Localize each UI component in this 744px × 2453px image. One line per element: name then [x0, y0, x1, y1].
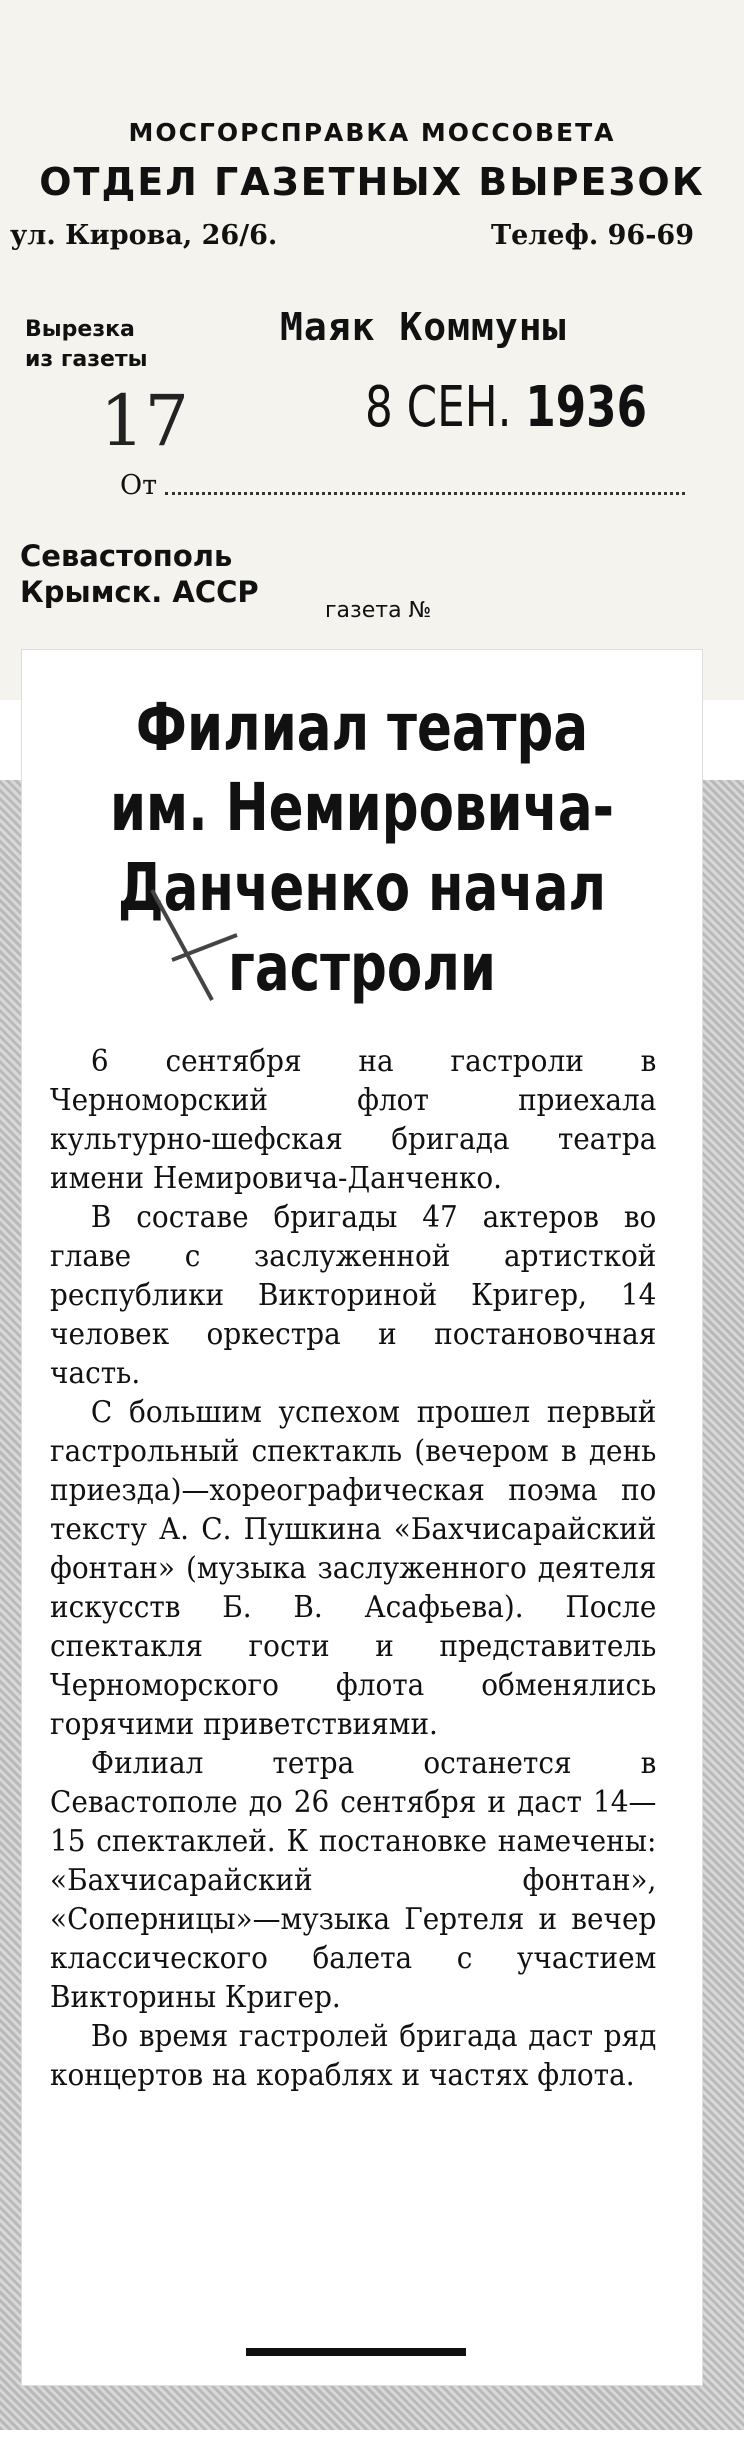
department-name: ОТДЕЛ ГАЗЕТНЫХ ВЫРЕЗОК — [39, 160, 705, 204]
headline-line-3: Данченко начал — [117, 849, 607, 926]
city-name: Севастополь — [20, 539, 233, 573]
headline-line-1: Филиал театра — [135, 689, 589, 766]
pencil-check-mark — [142, 880, 242, 1020]
handwritten-number: 17 — [100, 380, 190, 462]
from-label: От — [120, 470, 158, 501]
region-name: Крымск. АССР — [20, 575, 259, 609]
paragraph: С большим успехом прошел первый гастрольный спектакль (вечером в день приезда)—хореографическая поэма по тексту А. С. Пушкина «Бахчисарайский фонтан» (музыка заслуженного деятеля искусств Б. В. Асафьева). После спектакля гости и представитель Черноморского флота обменялись горячими приветствиями. — [50, 1395, 657, 1742]
pencil-stroke — [152, 890, 237, 1000]
separator-rule — [246, 2348, 466, 2356]
stamp-year: 1936 — [525, 375, 647, 440]
phone: Телеф. 96-69 — [491, 220, 694, 251]
cut-label — [25, 315, 148, 375]
issue-label: газета № — [325, 598, 432, 623]
headline-line-4: гастроли — [227, 929, 496, 1006]
cut-label-line2: из газеты — [25, 347, 148, 372]
from-dotted-line — [165, 492, 685, 495]
newspaper-clipping — [22, 650, 702, 2385]
paragraph: 6 сентября на гастроли в Черноморский флот приехала культурно-шефская бригада театра имени Немировича-Данченко. — [50, 1044, 657, 1196]
city-block — [20, 538, 259, 610]
headline-line-2: им. Немировича- — [109, 769, 615, 846]
article-body — [50, 1042, 656, 2095]
cut-label-line1: Вырезка — [25, 317, 135, 342]
date-stamp — [365, 375, 647, 440]
stamp-day-month: 8 СЕН. — [365, 375, 512, 440]
paragraph: Во время гастролей бригада даст ряд концертов на кораблях и частях флота. — [50, 2019, 657, 2093]
paragraph: Филиал тетра останется в Севастополе до 26 сентября и даст 14—15 спектаклей. К постановке намечены: «Бахчисарайский фонтан», «Соперницы»—музыка Гертеля и вечер классического балета с участием Викторины Кригер. — [50, 1746, 657, 2015]
org-name: МОСГОРСПРАВКА МОССОВЕТА — [128, 118, 616, 147]
newspaper-name: Маяк Коммуны — [280, 305, 567, 349]
address: ул. Кирова, 26/6. — [10, 220, 278, 251]
paragraph: В составе бригады 47 актеров во главе с заслуженной артисткой республики Викториной Кригер, 14 человек оркестра и постановочная часть. — [50, 1200, 657, 1391]
